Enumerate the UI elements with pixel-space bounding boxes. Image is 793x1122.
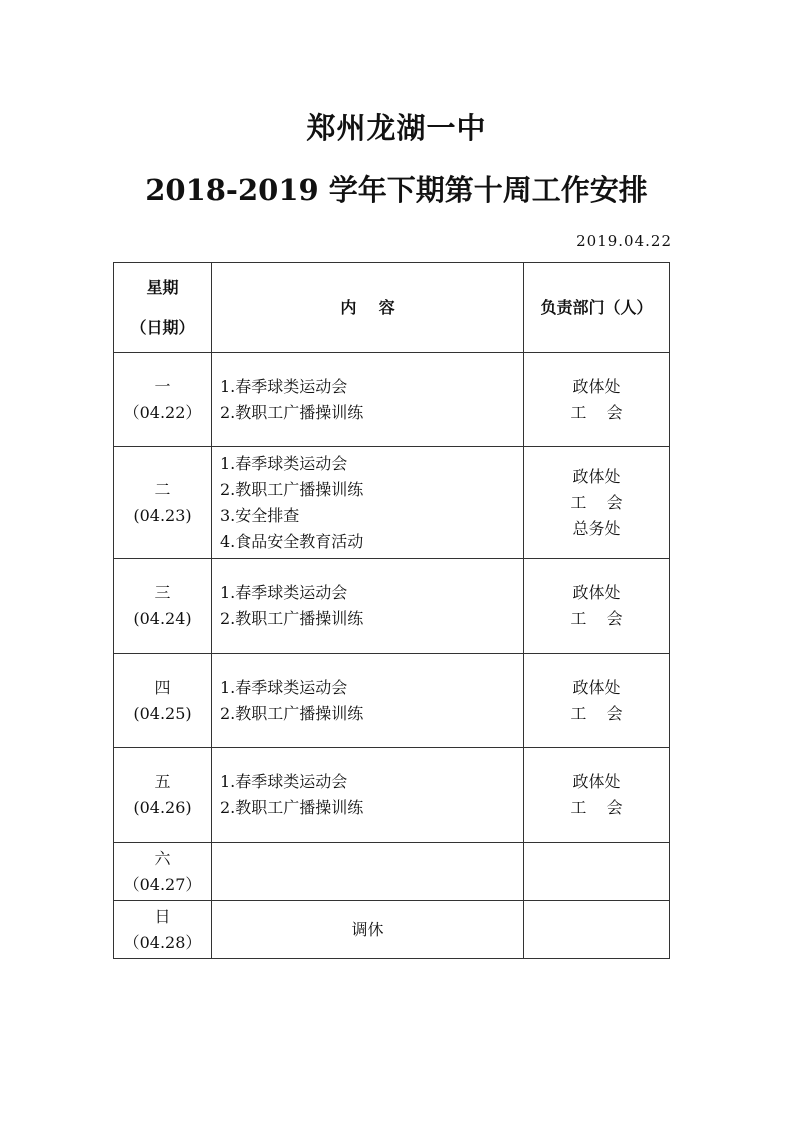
dept-item: 总务处 (572, 518, 621, 538)
day-date: （04.22） (123, 402, 202, 422)
table-row (114, 353, 670, 447)
table-row (114, 447, 670, 559)
dept-item: 政体处 (572, 466, 621, 486)
weekday: 一 (154, 376, 171, 396)
content-cell (212, 748, 524, 843)
header-day-line1: 星期 (146, 277, 179, 297)
content-cell (212, 353, 524, 447)
weekday: 日 (154, 906, 171, 926)
header-day-line2: （日期） (130, 317, 195, 337)
day-cell (114, 559, 212, 654)
task-item: 1.春季球类运动会 (220, 376, 348, 396)
table-row (114, 843, 670, 901)
dept-cell (524, 654, 670, 748)
header-dept: 负责部门（人） (524, 263, 670, 353)
dept-cell (524, 748, 670, 843)
dept-cell (524, 353, 670, 447)
dept-item: 工 会 (570, 609, 623, 628)
day-date: (04.25) (133, 703, 192, 723)
dept-item: 工 会 (570, 798, 623, 817)
document-date: 2019.04.22 (576, 232, 672, 250)
dept-item: 工 会 (570, 492, 623, 512)
table-row (114, 559, 670, 654)
task-item: 1.春季球类运动会 (220, 583, 348, 602)
content-cell (212, 843, 524, 901)
weekday: 六 (154, 848, 171, 868)
dept-cell (524, 843, 670, 901)
task-item: 2.教职工广播操训练 (220, 703, 364, 723)
weekday: 三 (154, 583, 171, 602)
task-item: 3.安全排查 (220, 505, 300, 525)
task-item: 2.教职工广播操训练 (220, 479, 364, 499)
weekday: 二 (154, 479, 171, 499)
day-date: （04.28） (123, 932, 202, 952)
dept-cell (524, 447, 670, 559)
dept-item: 政体处 (572, 772, 621, 791)
header-row (114, 263, 670, 353)
dept-item: 工 会 (570, 402, 623, 422)
task-item: 2.教职工广播操训练 (220, 609, 364, 628)
table-row (114, 654, 670, 748)
day-cell (114, 901, 212, 959)
dept-cell (524, 901, 670, 959)
task-item: 4.食品安全教育活动 (220, 531, 364, 551)
dept-cell (524, 559, 670, 654)
day-date: （04.27） (123, 874, 202, 894)
content-cell (212, 901, 524, 959)
dept-item: 政体处 (572, 376, 621, 396)
day-cell (114, 654, 212, 748)
day-cell (114, 843, 212, 901)
content-cell (212, 447, 524, 559)
day-date: (04.26) (133, 798, 192, 817)
content-cell (212, 654, 524, 748)
task-item: 1.春季球类运动会 (220, 677, 348, 697)
day-cell (114, 748, 212, 843)
day-cell (114, 353, 212, 447)
dept-item: 政体处 (572, 677, 621, 697)
dept-item: 政体处 (572, 583, 621, 602)
day-date: (04.24) (133, 609, 192, 628)
school-name: 郑州龙湖一中 (306, 111, 487, 145)
content-cell (212, 559, 524, 654)
table-row (114, 748, 670, 843)
header-day (114, 263, 212, 353)
schedule-table (113, 262, 670, 959)
task-item: 2.教职工广播操训练 (220, 402, 364, 422)
document-title: 2018-2019 学年下期第十周工作安排 (145, 173, 648, 207)
day-date: (04.23) (133, 505, 192, 525)
task-item: 1.春季球类运动会 (220, 453, 348, 473)
weekday: 五 (154, 772, 171, 791)
dept-item: 工 会 (570, 703, 623, 723)
header-content: 内 容 (212, 263, 524, 353)
rest-note: 调休 (351, 919, 384, 939)
table-row (114, 901, 670, 959)
task-item: 1.春季球类运动会 (220, 772, 348, 791)
day-cell (114, 447, 212, 559)
weekday: 四 (154, 677, 171, 697)
task-item: 2.教职工广播操训练 (220, 798, 364, 817)
